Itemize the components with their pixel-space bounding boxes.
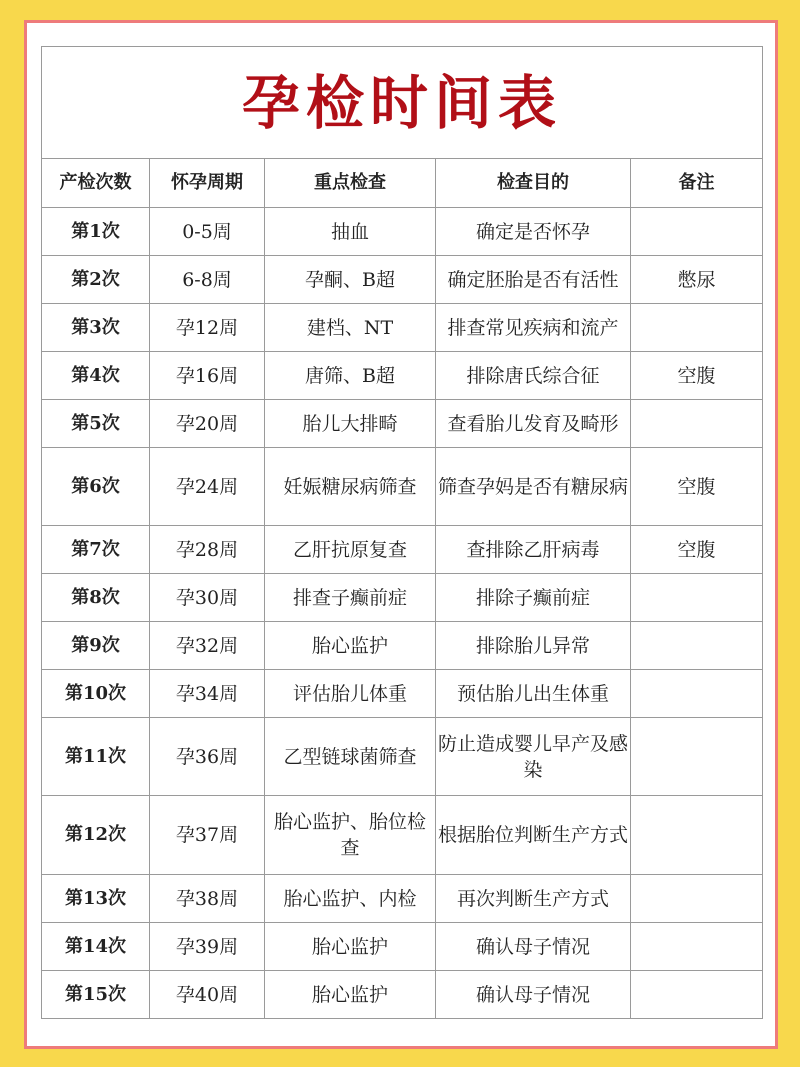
cell-note (631, 622, 763, 670)
cell-note (631, 923, 763, 971)
cell-key-check: 胎儿大排畸 (265, 400, 436, 448)
cell-pregnancy-week: 孕20周 (150, 400, 265, 448)
cell-key-check: 妊娠糖尿病筛查 (265, 448, 436, 526)
cell-pregnancy-week: 0-5周 (150, 208, 265, 256)
cell-pregnancy-week: 孕40周 (150, 971, 265, 1019)
cell-check-purpose: 排除胎儿异常 (436, 622, 631, 670)
table-row (42, 923, 763, 971)
cell-check-purpose: 确认母子情况 (436, 971, 631, 1019)
cell-note: 憋尿 (631, 256, 763, 304)
cell-visit-number: 第8次 (42, 574, 150, 622)
cell-key-check: 乙型链球菌筛查 (265, 718, 436, 796)
header-note: 备注 (631, 159, 763, 208)
cell-check-purpose: 确定胚胎是否有活性 (436, 256, 631, 304)
cell-note: 空腹 (631, 448, 763, 526)
cell-note: 空腹 (631, 352, 763, 400)
schedule-card (24, 20, 778, 1049)
header-purpose: 检查目的 (436, 159, 631, 208)
cell-pregnancy-week: 孕16周 (150, 352, 265, 400)
table-row (42, 256, 763, 304)
cell-key-check: 孕酮、B超 (265, 256, 436, 304)
cell-pregnancy-week: 孕12周 (150, 304, 265, 352)
table-header (42, 159, 763, 208)
cell-note (631, 670, 763, 718)
cell-visit-number: 第1次 (42, 208, 150, 256)
cell-check-purpose: 筛查孕妈是否有糖尿病 (436, 448, 631, 526)
cell-check-purpose: 预估胎儿出生体重 (436, 670, 631, 718)
cell-key-check: 乙肝抗原复查 (265, 526, 436, 574)
prenatal-schedule-table (41, 46, 763, 1019)
cell-note (631, 796, 763, 875)
cell-visit-number: 第11次 (42, 718, 150, 796)
table-row (42, 448, 763, 526)
cell-key-check: 抽血 (265, 208, 436, 256)
cell-check-purpose: 确认母子情况 (436, 923, 631, 971)
table-row (42, 796, 763, 875)
cell-key-check: 排查子癫前症 (265, 574, 436, 622)
cell-check-purpose: 查看胎儿发育及畸形 (436, 400, 631, 448)
table-row (42, 304, 763, 352)
header-pregnancy-week: 怀孕周期 (150, 159, 265, 208)
cell-key-check: 胎心监护 (265, 923, 436, 971)
cell-pregnancy-week: 孕37周 (150, 796, 265, 875)
cell-key-check: 评估胎儿体重 (265, 670, 436, 718)
cell-visit-number: 第15次 (42, 971, 150, 1019)
table-row (42, 574, 763, 622)
table-row (42, 718, 763, 796)
cell-visit-number: 第2次 (42, 256, 150, 304)
table-row (42, 352, 763, 400)
cell-key-check: 胎心监护、胎位检查 (265, 796, 436, 875)
cell-visit-number: 第12次 (42, 796, 150, 875)
cell-check-purpose: 再次判断生产方式 (436, 875, 631, 923)
cell-note (631, 971, 763, 1019)
table-row (42, 622, 763, 670)
cell-pregnancy-week: 6-8周 (150, 256, 265, 304)
cell-pregnancy-week: 孕28周 (150, 526, 265, 574)
cell-visit-number: 第4次 (42, 352, 150, 400)
cell-check-purpose: 排除子癫前症 (436, 574, 631, 622)
cell-pregnancy-week: 孕38周 (150, 875, 265, 923)
cell-note (631, 304, 763, 352)
cell-visit-number: 第5次 (42, 400, 150, 448)
cell-visit-number: 第10次 (42, 670, 150, 718)
cell-key-check: 建档、NT (265, 304, 436, 352)
cell-pregnancy-week: 孕32周 (150, 622, 265, 670)
cell-check-purpose: 防止造成婴儿早产及感染 (436, 718, 631, 796)
cell-note (631, 574, 763, 622)
cell-visit-number: 第7次 (42, 526, 150, 574)
cell-key-check: 胎心监护、内检 (265, 875, 436, 923)
table-row (42, 526, 763, 574)
cell-note (631, 208, 763, 256)
cell-key-check: 胎心监护 (265, 971, 436, 1019)
table-row (42, 400, 763, 448)
cell-note: 空腹 (631, 526, 763, 574)
cell-check-purpose: 确定是否怀孕 (436, 208, 631, 256)
cell-key-check: 胎心监护 (265, 622, 436, 670)
cell-visit-number: 第9次 (42, 622, 150, 670)
cell-check-purpose: 排查常见疾病和流产 (436, 304, 631, 352)
cell-visit-number: 第14次 (42, 923, 150, 971)
cell-note (631, 400, 763, 448)
table-row (42, 670, 763, 718)
cell-note (631, 718, 763, 796)
cell-key-check: 唐筛、B超 (265, 352, 436, 400)
table-row (42, 971, 763, 1019)
cell-visit-number: 第13次 (42, 875, 150, 923)
header-key-check: 重点检查 (265, 159, 436, 208)
cell-note (631, 875, 763, 923)
cell-pregnancy-week: 孕34周 (150, 670, 265, 718)
cell-pregnancy-week: 孕39周 (150, 923, 265, 971)
cell-visit-number: 第3次 (42, 304, 150, 352)
header-visit-count: 产检次数 (42, 159, 150, 208)
cell-pregnancy-week: 孕36周 (150, 718, 265, 796)
table-row (42, 208, 763, 256)
cell-visit-number: 第6次 (42, 448, 150, 526)
table-row (42, 875, 763, 923)
page-title: 孕检时间表 (42, 47, 763, 159)
cell-check-purpose: 查排除乙肝病毒 (436, 526, 631, 574)
cell-check-purpose: 根据胎位判断生产方式 (436, 796, 631, 875)
cell-pregnancy-week: 孕30周 (150, 574, 265, 622)
cell-pregnancy-week: 孕24周 (150, 448, 265, 526)
cell-check-purpose: 排除唐氏综合征 (436, 352, 631, 400)
